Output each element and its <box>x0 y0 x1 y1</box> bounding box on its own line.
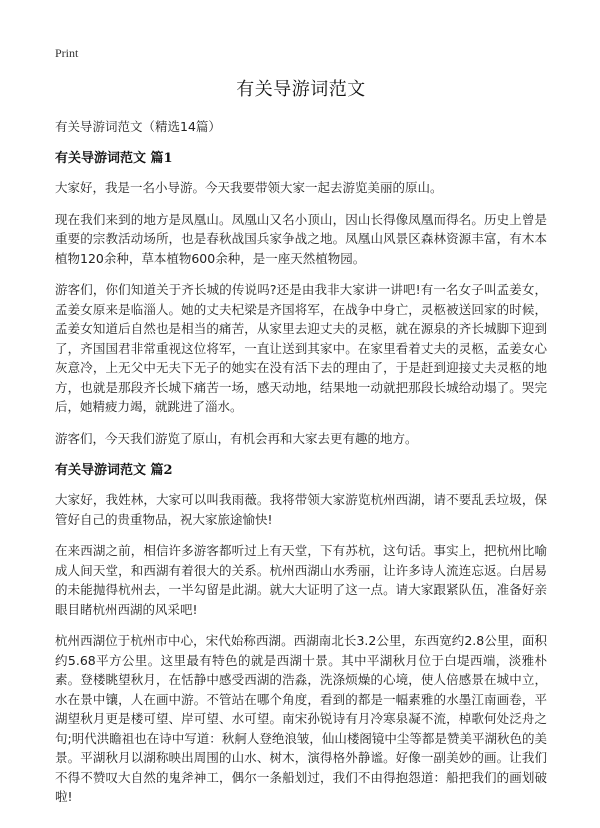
section-heading: 有关导游词范文 篇1 <box>55 151 173 166</box>
section-2 <box>55 462 547 807</box>
paragraph: 大家好，我是一名小导游。今天我要带领大家一起去游览美丽的原山。 <box>55 180 443 195</box>
paragraph: 杭州西湖位于杭州市中心，宋代始称西湖。西湖南北长3.2公里，东西宽约2.8公里，面积约5.68平方公里。这里最有特色的就是西湖十景。其中平湖秋月位于白堤西端，淡雅朴素。登楼眺望秋月，在恬静中感受西湖的浩淼，洗涤烦燥的心境，使人倍感景在城中立，水在景中镶，人在画中游。不管站在哪个角度，看到的都是一幅素雅的水墨江南画卷，平湖望秋月更是楼可望、岸可望、水可望。南宋孙锐诗有月冷寒泉凝不流，棹歌何处泛舟之句;明代洪瞻祖也在诗中写道：秋舸人登绝浪皱，仙山楼阁镜中尘等都是赞美平湖秋色的美景。平湖秋月以湖称映出周围的山水、树木，演得格外静谧。好像一副美妙的画。让我们不得不赞叹大自然的鬼斧神工，偶尔一条船划过，我们不由得抱怨道：船把我们的画划破啦! <box>55 633 547 804</box>
paragraph: 现在我们来到的地方是凤凰山。凤凰山又名小顶山，因山长得像凤凰而得名。历史上曾是重要的宗教活动场所，也是春秋战国兵家争战之地。凤凰山风景区森林资源丰富，有木本植物120余种，草本植物600余种，是一座天然植物园。 <box>55 211 547 266</box>
paragraph: 游客们，今天我们游览了原山，有机会再和大家去更有趣的地方。 <box>55 430 418 446</box>
document-subtitle: 有关导游词范文（精选14篇） <box>55 119 221 134</box>
paragraph: 大家好，我姓林，大家可以叫我雨薇。我将带领大家游览杭州西湖，请不要乱丢垃圾，保管好自己的贵重物品，祝大家旅途愉快! <box>55 492 547 527</box>
section-heading: 有关导游词范文 篇2 <box>55 463 173 478</box>
section-1 <box>55 150 547 448</box>
paragraph: 在来西湖之前，相信许多游客都听过上有天堂，下有苏杭，这句话。事实上，把杭州比喻成人间天堂，和西湖有着很大的关系。杭州西湖山水秀丽，让许多诗人流连忘返。白居易的未能抛得杭州去，一半勾留是此湖。就大大证明了这一点。请大家跟紧队伍，准备好亲眼目睹杭州西湖的风采吧! <box>55 543 547 617</box>
document-body <box>55 78 547 821</box>
print-link[interactable]: Print <box>55 46 79 60</box>
paragraph: 游客们，你们知道关于齐长城的传说吗?还是由我非大家讲一讲吧!有一名女子叫孟姜女，孟姜女原来是临淄人。她的丈夫杞梁是齐国将军，在战争中身亡，灵柩被送回家的时候，孟姜女知道后自然也是相当的痛苦，从家里去迎丈夫的灵柩，就在源泉的齐长城脚下迎到了，齐国国君非常重视这位将军，一直让送到其家中。在家里看着丈夫的灵柩，孟姜女心灰意冷，上无父中无夫下无子的她实在没有活下去的理由了，于是赶到迎接丈夫灵柩的地方，也就是那段齐长城下痛苦一场，感天动地，结果地一动就把那段长城给动塌了。哭完后，她精疲力竭，就跳进了淄水。 <box>55 282 547 414</box>
page-title: 有关导游词范文 <box>236 79 366 100</box>
